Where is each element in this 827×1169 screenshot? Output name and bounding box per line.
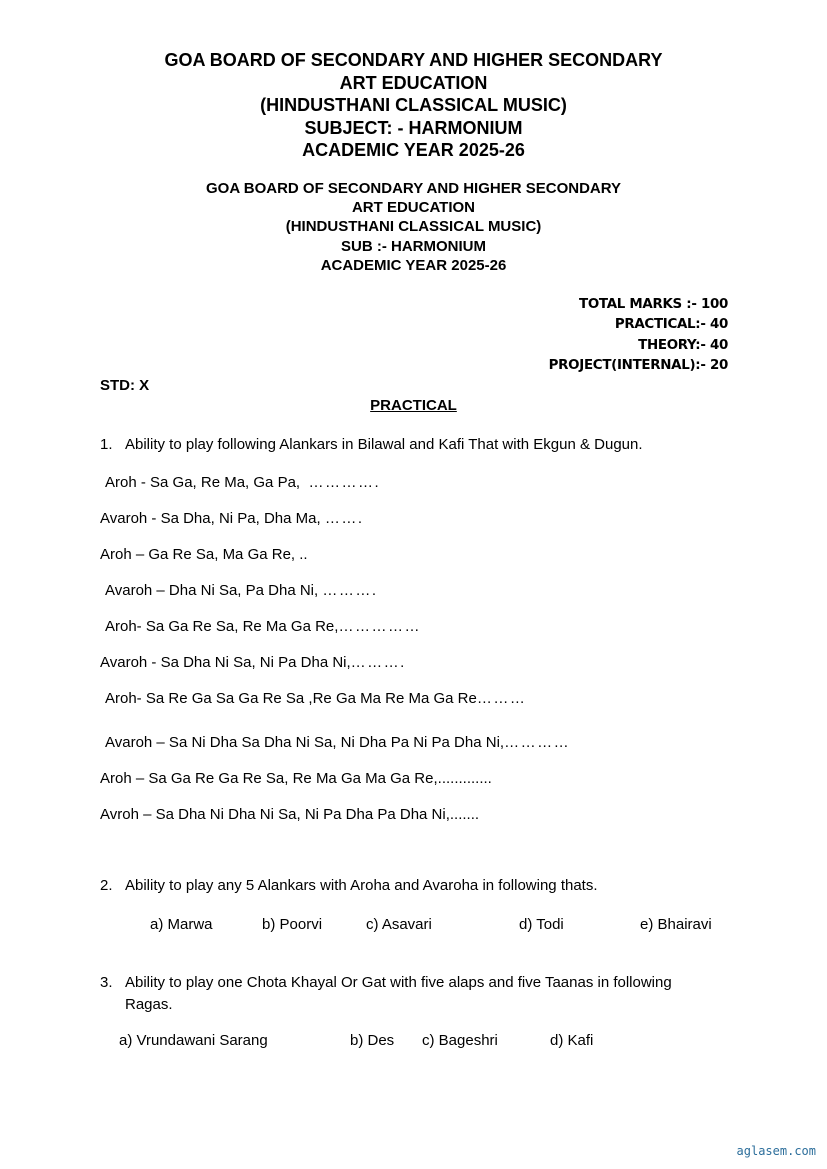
marks-block	[549, 295, 728, 377]
alankar-text: Avroh – Sa Dha Ni Dha Ni Sa, Ni Pa Dha Pa Dha Ni,.......	[100, 806, 480, 823]
alankar-line-4	[105, 582, 378, 600]
raga-option-vrundawani-sarang: a) Vrundawani Sarang	[119, 1032, 268, 1049]
main-header-subject: SUBJECT: - HARMONIUM	[304, 117, 523, 138]
alankar-line-5	[105, 618, 421, 636]
alankar-dots: ……………	[338, 618, 421, 635]
sub-header	[0, 179, 827, 275]
alankar-dots: …………	[504, 734, 571, 751]
that-option-poorvi: b) Poorvi	[262, 916, 323, 933]
item-2-text: Ability to play any 5 Alankars with Aroha and Avaroha in following thats.	[125, 877, 598, 894]
total-marks: TOTAL MARKS :- 100	[579, 297, 728, 312]
main-header-year: ACADEMIC YEAR 2025-26	[302, 140, 525, 160]
that-option-asavari: c) Asavari	[366, 916, 432, 933]
sub-header-music: (HINDUSTHANI CLASSICAL MUSIC)	[285, 218, 542, 236]
alankar-text: Aroh - Sa Ga, Re Ma, Ga Pa,	[105, 474, 301, 491]
sub-header-subject: SUB :- HARMONIUM	[341, 237, 486, 255]
item-3-text-line-1: Ability to play one Chota Khayal Or Gat with five alaps and five Taanas in following	[125, 974, 672, 991]
alankar-dots: ……….	[350, 654, 406, 671]
practical-marks: PRACTICAL:- 40	[614, 317, 728, 333]
main-header	[0, 49, 827, 162]
main-header-art-education: ART EDUCATION	[339, 72, 488, 93]
alankar-text: Aroh- Sa Ga Re Sa, Re Ma Ga Re,	[105, 618, 339, 635]
project-marks: PROJECT(INTERNAL):- 20	[548, 358, 728, 374]
sub-header-board: GOA BOARD OF SECONDARY AND HIGHER SECONDARY	[205, 180, 622, 197]
alankar-line-2	[100, 510, 364, 528]
sub-header-art-education: ART EDUCATION	[351, 199, 476, 217]
alankar-text: Avaroh - Sa Dha, Ni Pa, Dha Ma,	[100, 510, 321, 527]
alankar-text: Avaroh - Sa Dha Ni Sa, Ni Pa Dha Ni,	[100, 654, 351, 671]
alankar-text: Avaroh – Dha Ni Sa, Pa Dha Ni,	[105, 582, 319, 599]
std-label: STD: X	[100, 377, 150, 394]
alankar-dots: ……….	[322, 582, 378, 599]
alankar-text: Aroh – Ga Re Sa, Ma Ga Re, ..	[100, 546, 308, 563]
alankar-line-7	[105, 690, 526, 708]
alankar-text: Aroh – Sa Ga Re Ga Re Sa, Re Ma Ga Ma Ga Re,.............	[100, 770, 492, 787]
alankar-line-3	[100, 546, 308, 564]
alankar-line-10	[100, 806, 479, 824]
that-option-todi: d) Todi	[519, 916, 564, 933]
alankar-dots: …….	[324, 510, 364, 527]
alankar-line-1	[105, 474, 380, 492]
that-option-bhairavi: e) Bhairavi	[640, 916, 712, 933]
raga-option-kafi: d) Kafi	[550, 1032, 594, 1049]
alankar-dots: ………….	[308, 474, 381, 491]
item-3-text-line-2: Ragas.	[125, 996, 173, 1013]
item-1-number: 1.	[100, 436, 113, 453]
raga-option-des: b) Des	[350, 1032, 395, 1049]
raga-option-bageshri: c) Bageshri	[422, 1032, 498, 1049]
item-2-number: 2.	[100, 877, 113, 894]
item-1-text: Ability to play following Alankars in Bilawal and Kafi That with Ekgun & Dugun.	[125, 436, 643, 453]
alankar-text: Aroh- Sa Re Ga Sa Ga Re Sa ,Re Ga Ma Re Ma Ga Re	[105, 690, 477, 707]
alankar-line-8	[105, 734, 570, 752]
section-title: PRACTICAL	[370, 397, 457, 414]
footer-watermark: aglasem.com	[736, 1144, 816, 1158]
alankar-line-9	[100, 770, 492, 788]
alankar-text: Avaroh – Sa Ni Dha Sa Dha Ni Sa, Ni Dha Pa Ni Pa Dha Ni,	[105, 734, 505, 751]
item-3-number: 3.	[100, 974, 113, 991]
that-option-marwa: a) Marwa	[150, 916, 213, 933]
alankar-dots: ………	[476, 690, 527, 707]
main-header-music: (HINDUSTHANI CLASSICAL MUSIC)	[260, 95, 567, 115]
alankar-line-6	[100, 654, 406, 672]
theory-marks: THEORY:- 40	[638, 337, 728, 353]
sub-header-year: ACADEMIC YEAR 2025-26	[320, 256, 507, 274]
main-header-board: GOA BOARD OF SECONDARY AND HIGHER SECONDARY	[164, 50, 663, 70]
